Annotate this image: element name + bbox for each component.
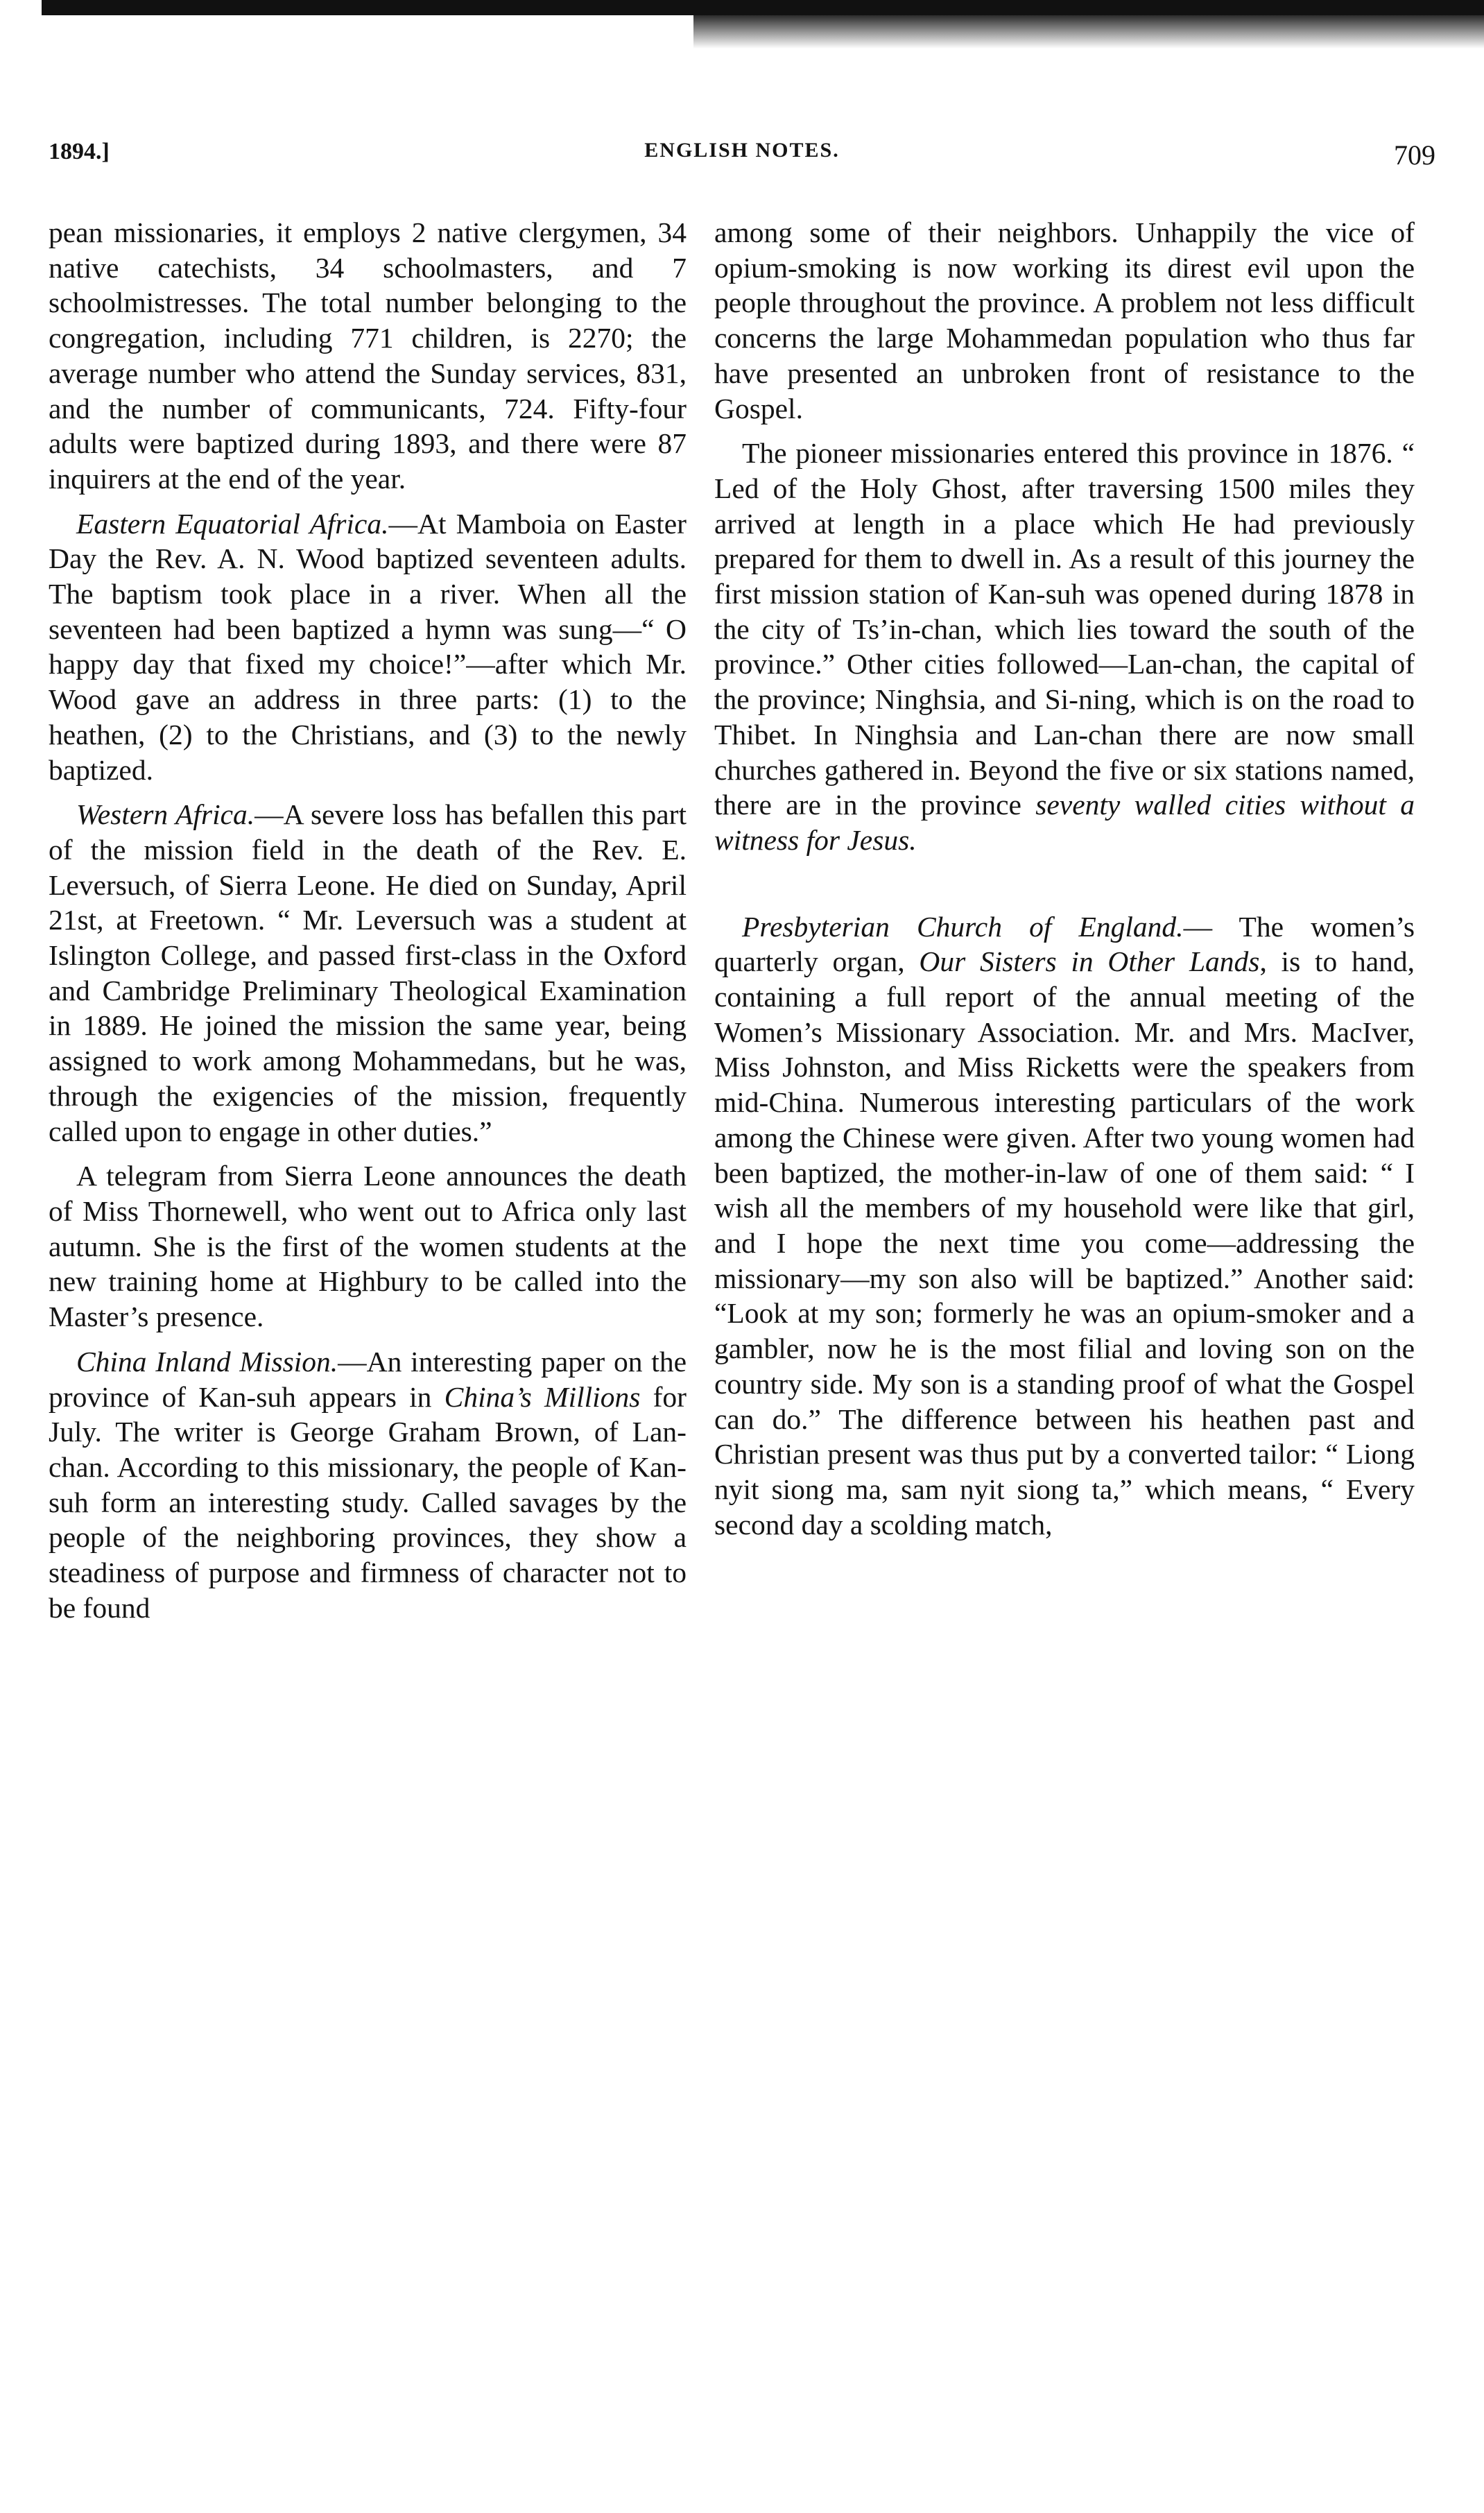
paragraph <box>49 506 687 788</box>
section-heading: Western Africa. <box>76 798 255 831</box>
paragraph-text: for July. The writer is George Graham Brown, of Lan-chan. According to this missionary, the people of Kan-suh form an interesting study. Called savages by the people of the neighboring provinces, they show a steadiness of purpose and firmness of character not to be found <box>49 1380 687 1624</box>
paragraph-text: — The women’s quarterly organ, <box>714 910 1415 978</box>
paragraph-text: , is to hand, containing a full report of the annual meeting of the Women’s Missionary Association. Mr. and Mrs. MacIver, Miss Johnston, and Miss Ricketts were the speakers from mid-China. Numerous interesting particulars of the work among the Chinese were given. After two young women had been baptized, the mother-in-law of one of them said: “ I wish all the members of my household were like that girl, and I hope the next time you come—addressing the missionary—my son also will be baptized.” Another said: “Look at my son; formerly he was an opium-smoker and a gambler, now he is the most filial and loving son on the country side. My son is a standing proof of what the Gospel can do.” The difference between his heathen past and Christian present was thus put by a converted tailor: “ Liong nyit siong ma, sam nyit siong ta,” which means, “ Every second day a scolding match, <box>714 945 1415 1541</box>
section-heading: China Inland Mission. <box>76 1345 338 1378</box>
page-number: 709 <box>1394 139 1435 171</box>
paragraph <box>49 797 687 1149</box>
paragraph: pean missionaries, it employs 2 native clergymen, 34 native catechists, 34 schoolmasters, and 7 schoolmistresses. The total number belonging to the congregation, including 771 children, is 2270; the average number who attend the Sunday services, 831, and the number of communicants, 724. Fifty-four adults were baptized during 1893, and there were 87 inquirers at the end of the year. <box>49 216 687 495</box>
paragraph <box>714 909 1415 1543</box>
header-year: 1894.] <box>49 139 110 164</box>
publication-title: Our Sisters in Other Lands <box>919 945 1260 978</box>
emphasis: seventy walled cities without a witness for Jesus. <box>714 789 1415 856</box>
section-heading: Eastern Equatorial Africa. <box>76 507 389 540</box>
section-gap <box>714 868 1415 909</box>
paragraph-text: —A severe loss has befallen this part of the mission field in the death of the Rev. E. Leversuch, of Sierra Leone. He died on Sunday, April 21st, at Freetown. “ Mr. Leversuch was a student at Islington College, and passed first-class in the Oxford and Cambridge Preliminary Theological Examination in 1889. He joined the mission the same year, being assigned to work among Mohammedans, but he was, through the exigencies of the mission, frequently called upon to engage in other duties.” <box>49 798 687 1147</box>
paragraph: A telegram from Sierra Leone announces the death of Miss Thornewell, who went out to Africa only last autumn. She is the first of the women students at the new training home at Highbury to be called into the Master’s presence. <box>49 1160 687 1333</box>
paragraph: among some of their neighbors. Unhappily the vice of opium-smoking is now working its direst evil upon the people throughout the province. A problem not less difficult concerns the large Mohammedan population who thus far have presented an unbroken front of resistance to the Gospel. <box>714 216 1415 424</box>
paragraph-text: The pioneer missionaries entered this province in 1876. “ Led of the Holy Ghost, after traversing 1500 miles they arrived at length in a place which He had previously prepared for them to dwell in. As a result of this journey the first mission station of Kan-suh was opened during 1878 in the city of Ts’in-chan, which lies toward the south of the province.” Other cities followed—Lan-chan, the capital of the province; Ninghsia, and Si-ning, which is on the road to Thibet. In Ninghsia and Lan-chan there are now small churches gathered in. Beyond the five or six stations named, there are in the province <box>714 437 1415 821</box>
section-heading: Presbyterian Church of England. <box>742 910 1184 943</box>
top-border-shadow <box>693 15 1484 49</box>
paragraph-text: —An interesting paper on the province of Kan-suh appears in <box>49 1345 687 1413</box>
paragraph-text: —At Mamboia on Easter Day the Rev. A. N. Wood baptized seventeen adults. The baptism took place in a river. When all the seventeen had been baptized a hymn was sung—“ O happy day that fixed my choice!”—after which Mr. Wood gave an address in three parts: (1) to the heathen, (2) to the Christians, and (3) to the newly baptized. <box>49 507 687 786</box>
paragraph <box>714 436 1415 857</box>
paragraph <box>49 1344 687 1626</box>
right-column <box>714 215 1415 1552</box>
top-border-scan <box>42 0 1484 15</box>
page-header <box>49 139 1435 180</box>
header-title: ENGLISH NOTES. <box>644 139 840 162</box>
left-column <box>49 215 687 1635</box>
publication-title: China’s Millions <box>444 1380 641 1413</box>
